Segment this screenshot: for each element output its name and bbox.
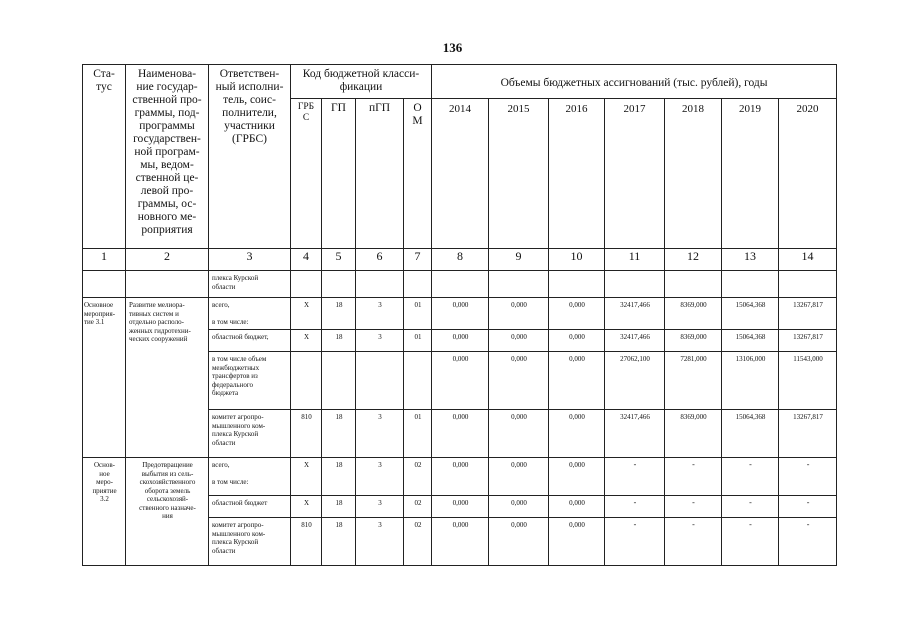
column-number-row xyxy=(83,249,837,271)
executor-cell: областной бюджет, xyxy=(209,330,291,352)
pgp-cell: 3 xyxy=(356,518,404,566)
om-cell: 02 xyxy=(404,496,432,518)
gp-cell: 18 xyxy=(322,298,356,330)
header-gp: ГП xyxy=(322,99,356,249)
value-cell: 8369,000 xyxy=(665,410,722,458)
header-year: 2017 xyxy=(605,99,665,249)
value-cell: - xyxy=(665,496,722,518)
value-cell: 0,000 xyxy=(432,352,489,410)
value-cell: 13267,817 xyxy=(779,298,837,330)
grbs-cell: X xyxy=(291,496,322,518)
status-cell: Основное мероприя- тие 3.1 xyxy=(83,298,126,458)
grbs-cell: 810 xyxy=(291,410,322,458)
column-number: 4 xyxy=(291,249,322,271)
grbs-cell: X xyxy=(291,298,322,330)
header-executor: Ответствен- ный исполни- тель, соис- полнители, участники (ГРБС) xyxy=(209,65,291,249)
value-cell: 0,000 xyxy=(432,518,489,566)
value-cell: - xyxy=(605,496,665,518)
header-om: О М xyxy=(404,99,432,249)
value-cell: - xyxy=(722,496,779,518)
value-cell: 0,000 xyxy=(489,458,549,496)
value-cell: 0,000 xyxy=(549,410,605,458)
value-cell: - xyxy=(779,458,837,496)
value-cell: - xyxy=(605,458,665,496)
header-year: 2019 xyxy=(722,99,779,249)
page-number: 136 xyxy=(442,40,463,55)
value-cell: 0,000 xyxy=(549,458,605,496)
grbs-cell: X xyxy=(291,330,322,352)
value-cell: 27062,100 xyxy=(605,352,665,410)
value-cell: 0,000 xyxy=(432,298,489,330)
column-number: 9 xyxy=(489,249,549,271)
value-cell: - xyxy=(779,496,837,518)
value-cell: - xyxy=(665,458,722,496)
om-cell: 01 xyxy=(404,298,432,330)
header-row-1 xyxy=(83,65,837,99)
value-cell: 15064,368 xyxy=(722,410,779,458)
column-number: 13 xyxy=(722,249,779,271)
value-cell: - xyxy=(665,518,722,566)
value-cell: 0,000 xyxy=(489,518,549,566)
gp-cell: 18 xyxy=(322,496,356,518)
value-cell: 0,000 xyxy=(549,352,605,410)
column-number: 11 xyxy=(605,249,665,271)
value-cell: 0,000 xyxy=(489,410,549,458)
header-grbs: ГРБ С xyxy=(291,99,322,249)
value-cell: 0,000 xyxy=(549,496,605,518)
grbs-cell xyxy=(291,352,322,410)
grbs-cell: X xyxy=(291,458,322,496)
value-cell: 0,000 xyxy=(489,298,549,330)
header-volumes-group: Объемы бюджетных ассигнований (тыс. рублей), годы xyxy=(432,65,837,99)
table-row xyxy=(83,458,837,496)
name-cell: Предотвращение выбытия из сель- скохозяйственного оборота земель сельскохозяй- ственного назначе- ния xyxy=(126,458,209,566)
value-cell: - xyxy=(722,458,779,496)
om-cell: 01 xyxy=(404,330,432,352)
column-number: 6 xyxy=(356,249,404,271)
budget-table xyxy=(82,64,837,566)
header-year: 2018 xyxy=(665,99,722,249)
value-cell: 32417,466 xyxy=(605,410,665,458)
executor-cell: областной бюджет xyxy=(209,496,291,518)
value-cell: 0,000 xyxy=(432,330,489,352)
grbs-cell: 810 xyxy=(291,518,322,566)
column-number: 10 xyxy=(549,249,605,271)
executor-cell: всего, в том числе: xyxy=(209,298,291,330)
header-budget-code-group: Код бюджетной класси- фикации xyxy=(291,65,432,99)
column-number: 2 xyxy=(126,249,209,271)
value-cell: 15064,368 xyxy=(722,330,779,352)
column-number: 8 xyxy=(432,249,489,271)
header-year: 2015 xyxy=(489,99,549,249)
value-cell: 13106,000 xyxy=(722,352,779,410)
column-number: 12 xyxy=(665,249,722,271)
pgp-cell: 3 xyxy=(356,330,404,352)
header-pgp: пГП xyxy=(356,99,404,249)
pgp-cell: 3 xyxy=(356,496,404,518)
gp-cell xyxy=(322,352,356,410)
executor-cell: комитет агропро- мышленного ком- плекса Курской области xyxy=(209,518,291,566)
value-cell: 8369,000 xyxy=(665,298,722,330)
value-cell: - xyxy=(605,518,665,566)
executor-cell: всего, в том числе: xyxy=(209,458,291,496)
value-cell: 0,000 xyxy=(489,330,549,352)
header-year: 2014 xyxy=(432,99,489,249)
om-cell: 02 xyxy=(404,458,432,496)
value-cell: 8369,000 xyxy=(665,330,722,352)
value-cell: 0,000 xyxy=(432,496,489,518)
value-cell: - xyxy=(722,518,779,566)
column-number: 3 xyxy=(209,249,291,271)
executor-cell: плекса Курской области xyxy=(209,271,291,298)
column-number: 1 xyxy=(83,249,126,271)
value-cell: 0,000 xyxy=(549,298,605,330)
pgp-cell: 3 xyxy=(356,410,404,458)
gp-cell: 18 xyxy=(322,410,356,458)
value-cell: 0,000 xyxy=(549,518,605,566)
header-name: Наименова- ние государ- ственной про- граммы, под- программы государствен- ной програм- мы, ведом- ственной це- левой про- граммы, ос- новного ме- роприятия xyxy=(126,65,209,249)
om-cell: 02 xyxy=(404,518,432,566)
value-cell: 13267,817 xyxy=(779,410,837,458)
header-year: 2020 xyxy=(779,99,837,249)
value-cell: 0,000 xyxy=(549,330,605,352)
executor-cell: в том числе объем межбюджетных трансфертов из федерального бюджета xyxy=(209,352,291,410)
value-cell: 13267,817 xyxy=(779,330,837,352)
value-cell: 0,000 xyxy=(432,458,489,496)
continuation-row xyxy=(83,271,837,298)
value-cell: 32417,466 xyxy=(605,330,665,352)
pgp-cell: 3 xyxy=(356,298,404,330)
header-status: Ста- тус xyxy=(83,65,126,249)
value-cell: 15064,368 xyxy=(722,298,779,330)
value-cell: 11543,000 xyxy=(779,352,837,410)
om-cell: 01 xyxy=(404,410,432,458)
value-cell: - xyxy=(779,518,837,566)
column-number: 14 xyxy=(779,249,837,271)
gp-cell: 18 xyxy=(322,330,356,352)
om-cell xyxy=(404,352,432,410)
status-cell: Основ- ное меро- приятие 3.2 xyxy=(83,458,126,566)
value-cell: 0,000 xyxy=(489,496,549,518)
value-cell: 7281,000 xyxy=(665,352,722,410)
value-cell: 0,000 xyxy=(489,352,549,410)
value-cell: 32417,466 xyxy=(605,298,665,330)
column-number: 5 xyxy=(322,249,356,271)
header-year: 2016 xyxy=(549,99,605,249)
gp-cell: 18 xyxy=(322,458,356,496)
name-cell: Развитие мелиора- тивных систем и отдельно располо- женных гидротехни- ческих сооружений xyxy=(126,298,209,458)
pgp-cell xyxy=(356,352,404,410)
gp-cell: 18 xyxy=(322,518,356,566)
column-number: 7 xyxy=(404,249,432,271)
value-cell: 0,000 xyxy=(432,410,489,458)
executor-cell: комитет агропро- мышленного ком- плекса Курской области xyxy=(209,410,291,458)
table-row xyxy=(83,298,837,330)
pgp-cell: 3 xyxy=(356,458,404,496)
